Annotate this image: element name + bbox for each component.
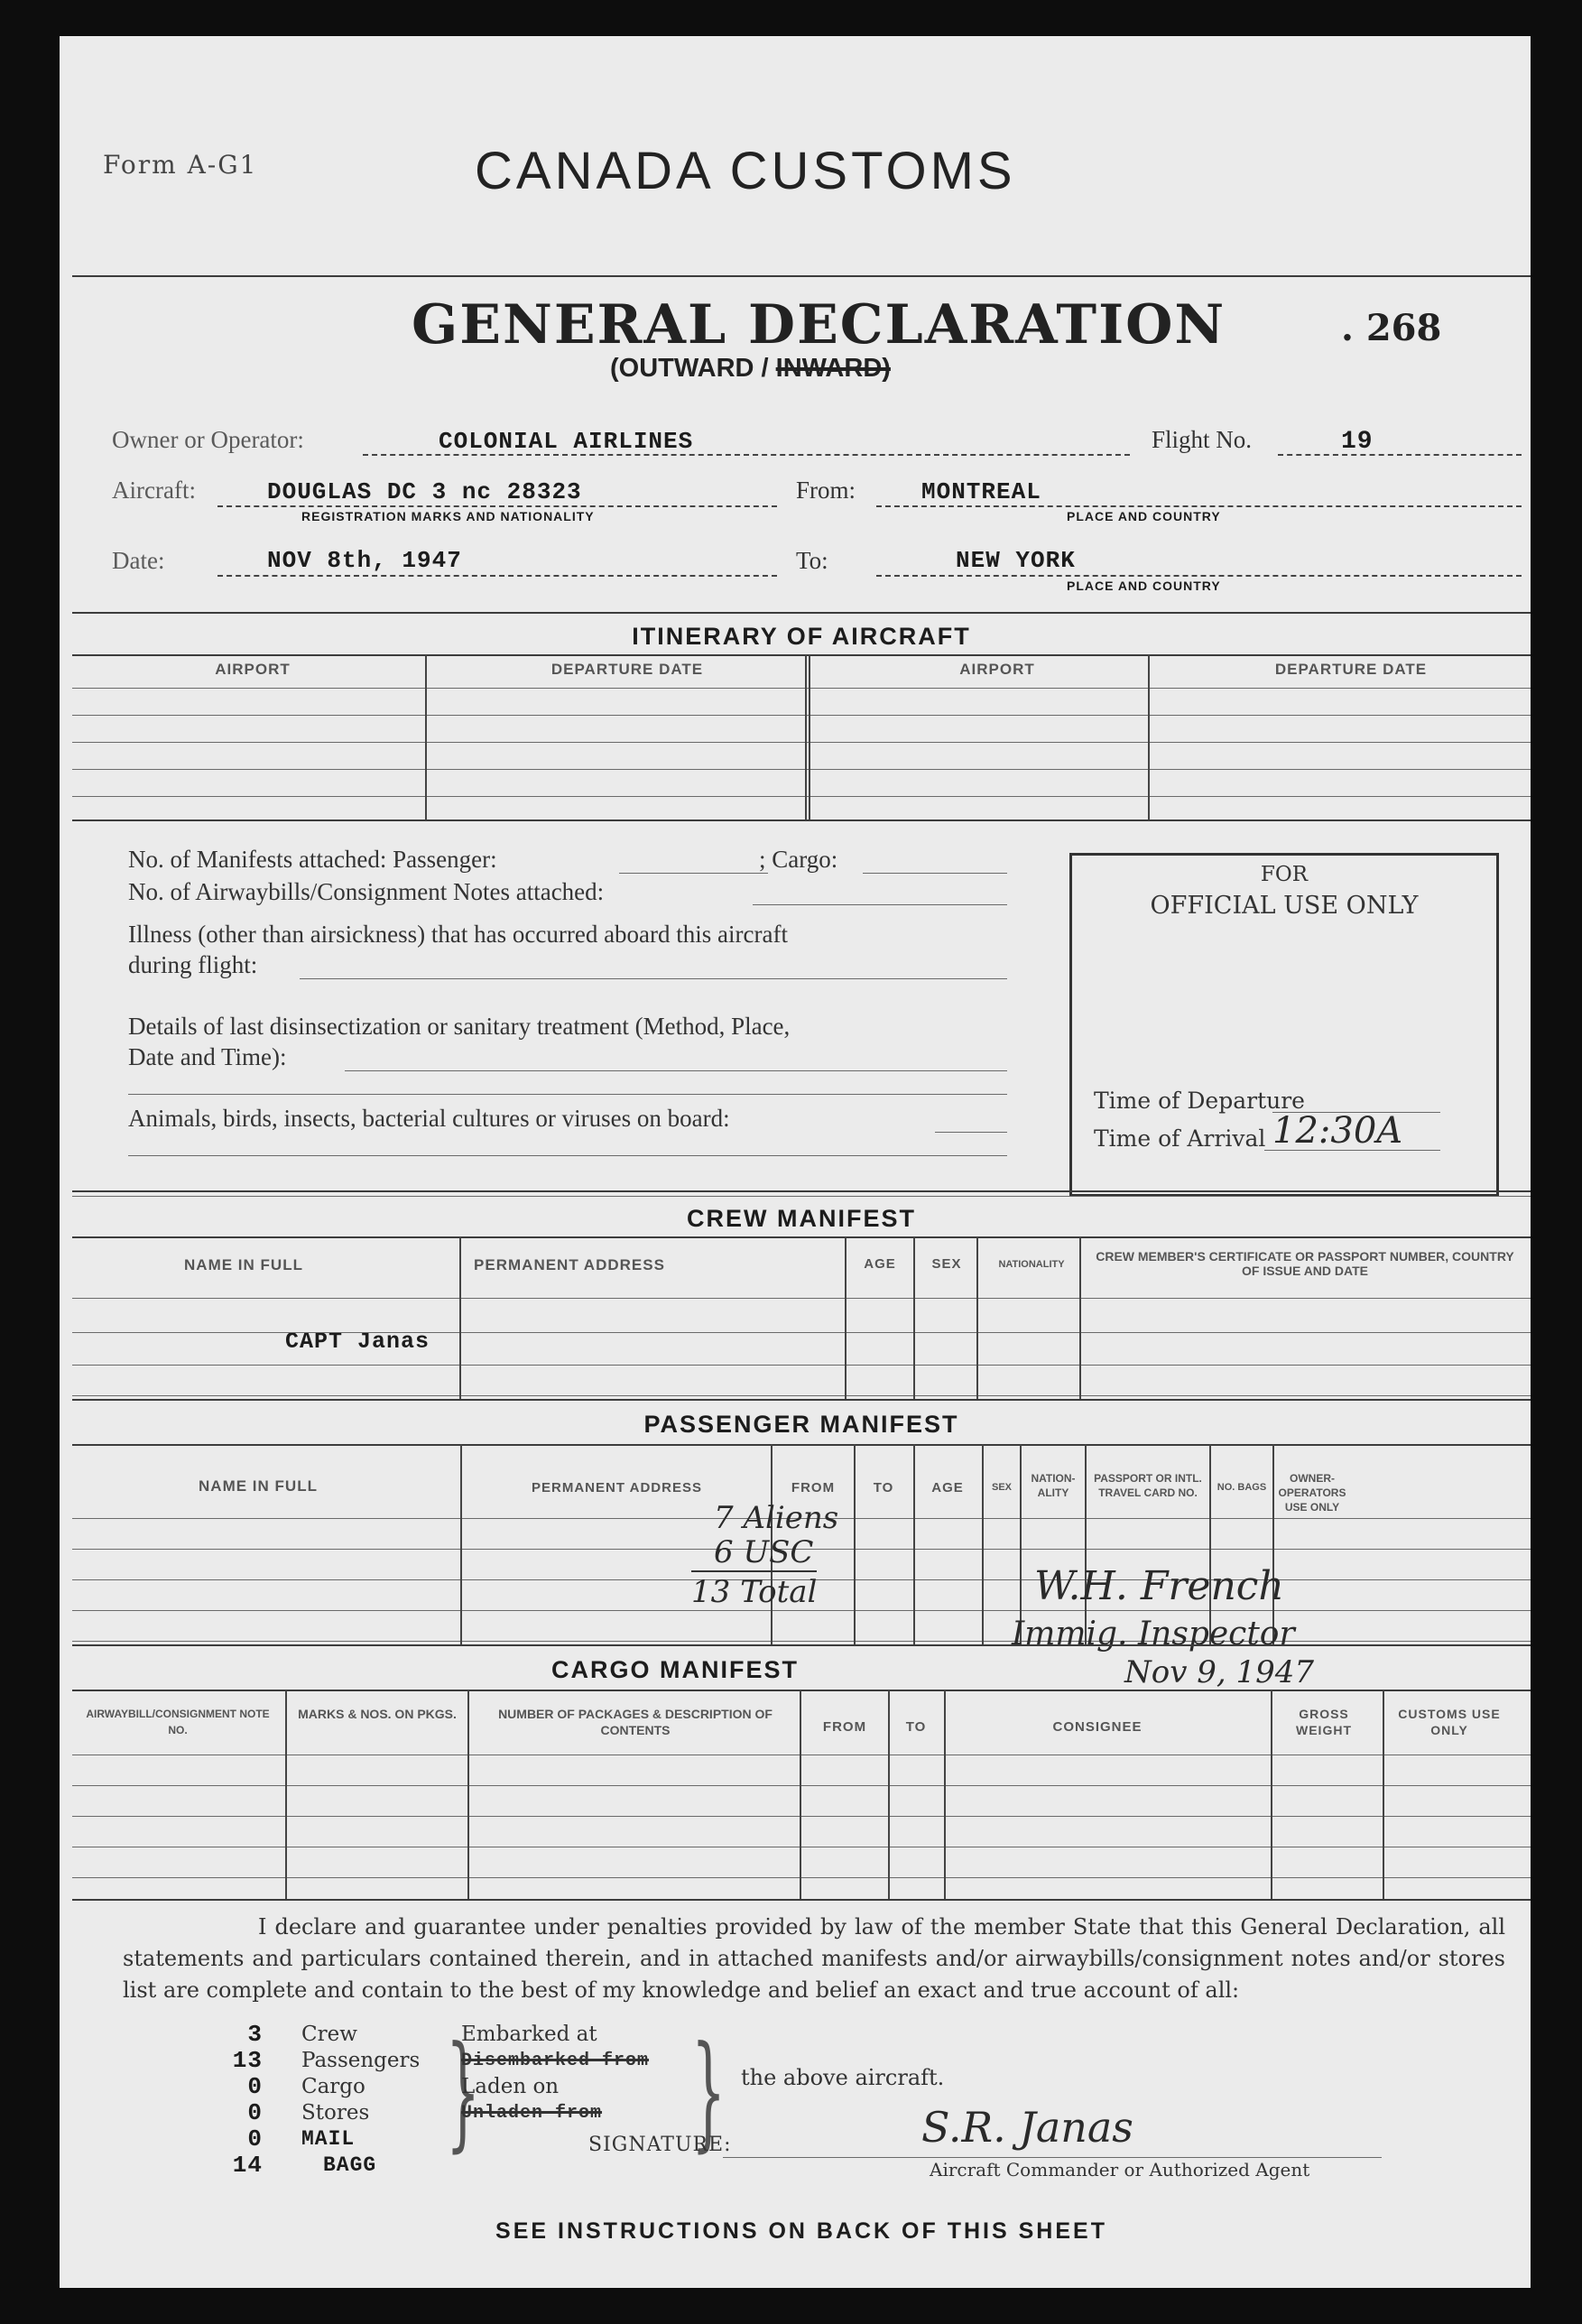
to-caption: PLACE AND COUNTRY — [1067, 579, 1221, 593]
crew-row-1-name: CAPT Janas — [285, 1329, 430, 1355]
illness-label-2: during flight: — [128, 951, 258, 978]
cargo-divider-2 — [467, 1690, 469, 1899]
passenger-note-usc: 6 USC — [714, 1534, 814, 1570]
document-number: . 268 — [1341, 307, 1442, 349]
cargo-divider-7 — [1383, 1690, 1384, 1899]
owner-value: COLONIAL AIRLINES — [439, 428, 694, 455]
agency-title: CANADA CUSTOMS — [475, 142, 1016, 200]
itinerary-row-3 — [72, 742, 1531, 743]
illness-line — [300, 978, 1007, 979]
crew-col-age: AGE — [864, 1256, 896, 1272]
aircraft-value: DOUGLAS DC 3 nc 28323 — [267, 478, 582, 505]
cargo-row-line-2 — [72, 1785, 1531, 1786]
crew-col-sex: SEX — [931, 1256, 962, 1272]
arrival-time-line — [1264, 1150, 1440, 1151]
cargo-title: CARGO MANIFEST — [551, 1656, 799, 1683]
date-value: NOV 8th, 1947 — [267, 547, 462, 574]
from-line — [876, 505, 1522, 507]
aircraft-caption: REGISTRATION MARKS AND NATIONALITY — [301, 509, 595, 523]
unladen-label: Unladen from — [461, 2103, 603, 2124]
cargo-top-rule — [72, 1644, 1531, 1646]
official-title: OFFICIAL USE ONLY — [1150, 892, 1419, 920]
cargo-col-from: FROM — [822, 1719, 867, 1735]
passenger-col-passport: PASSPORT OR INTL. TRAVEL CARD NO. — [1094, 1472, 1202, 1499]
itinerary-col-date-2: DEPARTURE DATE — [1274, 661, 1428, 678]
declaration-text: I declare and guarantee under penalties provided by law of the member State that this General Declaration, all statements and particulars contained therein, and in attached manifests and/or airwaybills/consignment notes and/or stores list are complete and contain to the best of my knowledge and belief an exact and true account of all: — [123, 1914, 1505, 2003]
passenger-divider-3 — [854, 1444, 856, 1644]
count-crew-label: Crew — [301, 2023, 357, 2046]
cargo-col-weight: GROSS WEIGHT — [1296, 1707, 1352, 1737]
cargo-col-marks: MARKS & NOS. ON PKGS. — [298, 1707, 457, 1721]
passenger-col-nationality: NATION-ALITY — [1031, 1472, 1076, 1499]
laden-label: Laden on — [461, 2075, 560, 2098]
passenger-divider-9 — [1272, 1444, 1274, 1644]
crew-col-nationality: NATIONALITY — [998, 1259, 1065, 1270]
count-cargo-number: 0 — [247, 2073, 263, 2100]
declaration-counts-labels — [301, 2022, 420, 2179]
manifests-label: No. of Manifests attached: Passenger: — [128, 846, 497, 873]
animals-line-1 — [935, 1132, 1007, 1133]
crew-top-rule — [72, 1190, 1531, 1192]
count-mail-number: 0 — [247, 2125, 263, 2153]
to-value: NEW YORK — [956, 547, 1076, 574]
cargo-row-line-3 — [72, 1816, 1531, 1817]
owner-line — [363, 454, 1130, 456]
cargo-divider-5 — [944, 1690, 946, 1899]
aircraft-label: Aircraft: — [112, 477, 196, 504]
footer-instructions: SEE INSTRUCTIONS ON BACK OF THIS SHEET — [495, 2218, 1107, 2244]
to-label: To: — [796, 547, 828, 574]
itinerary-col-airport-2: AIRPORT — [959, 661, 1035, 678]
cargo-bottom-rule — [72, 1899, 1531, 1901]
embark-options — [461, 2022, 649, 2126]
itinerary-divider-4 — [1148, 654, 1150, 819]
arrival-time-label: Time of Arrival — [1094, 1125, 1266, 1152]
flight-label: Flight No. — [1152, 426, 1253, 453]
count-stores-label: Stores — [301, 2101, 370, 2125]
illness-label-1: Illness (other than airsickness) that has occurred aboard this aircraft — [128, 921, 788, 948]
passenger-top-rule — [72, 1399, 1531, 1401]
crew-divider-3 — [913, 1236, 915, 1399]
passenger-divider-8 — [1209, 1444, 1211, 1644]
crew-row-line-4 — [72, 1395, 1531, 1396]
crew-col-address: PERMANENT ADDRESS — [474, 1256, 665, 1273]
inspector-signature: W.H. French — [1034, 1563, 1284, 1609]
date-label: Date: — [112, 547, 165, 574]
itinerary-row-2 — [72, 715, 1531, 716]
crew-col-name: NAME IN FULL — [184, 1256, 303, 1273]
cargo-col-airwaybill: AIRWAYBILL/CONSIGNMENT NOTE NO. — [86, 1708, 270, 1736]
disinsect-label-1: Details of last disinsectization or sanitary treatment (Method, Place, — [128, 1013, 791, 1040]
itinerary-divider-3 — [809, 654, 810, 819]
inspector-date: Nov 9, 1947 — [1124, 1654, 1315, 1690]
count-passengers-label: Passengers — [301, 2049, 421, 2072]
cargo-divider-6 — [1271, 1690, 1272, 1899]
passenger-col-name: NAME IN FULL — [199, 1477, 318, 1495]
left-brace: } — [446, 2020, 481, 2166]
count-bagg-number: 14 — [232, 2152, 263, 2179]
passenger-col-age: AGE — [931, 1480, 964, 1495]
passenger-note-aliens: 7 Aliens — [714, 1500, 839, 1536]
cargo-header-rule — [72, 1690, 1531, 1691]
itinerary-title: ITINERARY OF AIRCRAFT — [632, 623, 971, 650]
passenger-col-to: TO — [873, 1480, 894, 1495]
crew-row-line-2 — [72, 1332, 1531, 1333]
flight-value: 19 — [1341, 428, 1374, 456]
form-number: Form A-G1 — [103, 150, 258, 180]
airwaybills-line — [753, 904, 1007, 905]
cargo-col-customs: CUSTOMS USE ONLY — [1398, 1707, 1501, 1737]
itinerary-row-4 — [72, 769, 1531, 770]
cargo-col-to: TO — [905, 1719, 927, 1735]
itinerary-bottom-rule — [72, 819, 1531, 821]
passenger-col-bags: NO. BAGS — [1217, 1482, 1267, 1493]
from-label: From: — [796, 477, 856, 504]
count-stores-number: 0 — [247, 2099, 263, 2126]
form-title: GENERAL DECLARATION — [412, 293, 1226, 356]
disembarked-label: Disembarked from — [461, 2051, 650, 2071]
cargo-row-line-5 — [72, 1877, 1531, 1878]
header-rule — [72, 275, 1531, 277]
count-cargo-label: Cargo — [301, 2075, 365, 2098]
crew-divider-4 — [976, 1236, 978, 1399]
passenger-col-owner: OWNER-OPERATORS USE ONLY — [1278, 1472, 1346, 1514]
passenger-divider-7 — [1085, 1444, 1087, 1644]
from-caption: PLACE AND COUNTRY — [1067, 509, 1221, 523]
cargo-manifest-label: ; Cargo: — [759, 846, 838, 873]
passenger-title: PASSENGER MANIFEST — [643, 1411, 959, 1438]
itinerary-row-5 — [72, 796, 1531, 797]
crew-divider-1 — [459, 1236, 461, 1399]
above-aircraft-text: the above aircraft. — [741, 2065, 945, 2090]
right-brace: } — [691, 2020, 726, 2166]
subtitle-outward: (OUTWARD / — [610, 354, 769, 383]
signature-caption: Aircraft Commander or Authorized Agent — [930, 2159, 1310, 2180]
crew-top-rule-2 — [72, 1196, 1531, 1197]
crew-row-line-1 — [72, 1298, 1531, 1299]
crew-title: CREW MANIFEST — [687, 1205, 916, 1232]
cargo-divider-3 — [800, 1690, 801, 1899]
passenger-divider-4 — [913, 1444, 915, 1644]
passenger-row-line-4 — [72, 1610, 1531, 1611]
disinsect-label-2: Date and Time): — [128, 1043, 287, 1070]
departure-time-label: Time of Departure — [1094, 1088, 1305, 1114]
signature-value: S.R. Janas — [921, 2103, 1133, 2152]
date-line — [217, 575, 777, 577]
passenger-note-total: 13 Total — [691, 1570, 817, 1610]
owner-label: Owner or Operator: — [112, 426, 304, 453]
crew-header-rule — [72, 1236, 1531, 1238]
to-line — [876, 575, 1522, 577]
declaration-form — [60, 36, 1531, 2288]
itinerary-header-rule — [72, 654, 1531, 656]
cargo-col-consignee: CONSIGNEE — [1052, 1719, 1143, 1735]
cargo-divider-4 — [888, 1690, 890, 1899]
itinerary-row-1 — [72, 688, 1531, 689]
passenger-manifest-line — [619, 873, 768, 874]
aircraft-line — [217, 505, 777, 507]
signature-label: SIGNATURE: — [588, 2134, 732, 2156]
embarked-label: Embarked at — [461, 2023, 597, 2046]
cargo-col-packages: NUMBER OF PACKAGES & DESCRIPTION OF CONTENTS — [498, 1707, 772, 1737]
itinerary-divider-1 — [425, 654, 427, 819]
crew-divider-5 — [1079, 1236, 1081, 1399]
form-subtitle — [610, 354, 891, 384]
passenger-divider-6 — [1020, 1444, 1022, 1644]
count-bagg-label: BAGG — [323, 2153, 377, 2177]
flight-line — [1278, 454, 1522, 456]
disinsect-line-1 — [345, 1070, 1007, 1071]
disinsect-line-2 — [128, 1094, 1007, 1095]
from-value: MONTREAL — [921, 478, 1041, 505]
passenger-col-address: PERMANENT ADDRESS — [532, 1480, 702, 1495]
count-crew-number: 3 — [247, 2021, 263, 2048]
count-passengers-number: 13 — [232, 2047, 263, 2074]
passenger-row-line-5 — [72, 1641, 1531, 1642]
passenger-divider-1 — [460, 1444, 462, 1644]
crew-divider-2 — [845, 1236, 847, 1399]
itinerary-divider-2 — [805, 654, 807, 819]
official-for-label: FOR — [1260, 863, 1309, 886]
passenger-col-from: FROM — [791, 1480, 836, 1495]
count-mail-label: MAIL — [301, 2127, 356, 2151]
itinerary-top-rule — [72, 612, 1531, 614]
subtitle-inward: INWARD) — [775, 354, 891, 383]
passenger-divider-5 — [982, 1444, 984, 1644]
arrival-time-value: 12:30A — [1272, 1110, 1403, 1152]
passenger-col-sex: SEX — [991, 1482, 1012, 1493]
animals-label: Animals, birds, insects, bacterial cultures or viruses on board: — [128, 1105, 730, 1132]
itinerary-col-airport-1: AIRPORT — [215, 661, 291, 678]
crew-col-certificate: CREW MEMBER'S CERTIFICATE OR PASSPORT NUMBER, COUNTRY OF ISSUE AND DATE — [1096, 1249, 1514, 1278]
signature-line — [723, 2157, 1382, 2158]
crew-row-line-3 — [72, 1365, 1531, 1366]
inspector-title: Immig. Inspector — [1012, 1616, 1295, 1653]
animals-line-2 — [128, 1155, 1007, 1156]
cargo-divider-1 — [285, 1690, 287, 1899]
airwaybills-label: No. of Airwaybills/Consignment Notes attached: — [128, 878, 605, 905]
itinerary-col-date-1: DEPARTURE DATE — [550, 661, 704, 678]
cargo-manifest-line — [863, 873, 1007, 874]
declaration-counts-numbers — [208, 2022, 263, 2179]
